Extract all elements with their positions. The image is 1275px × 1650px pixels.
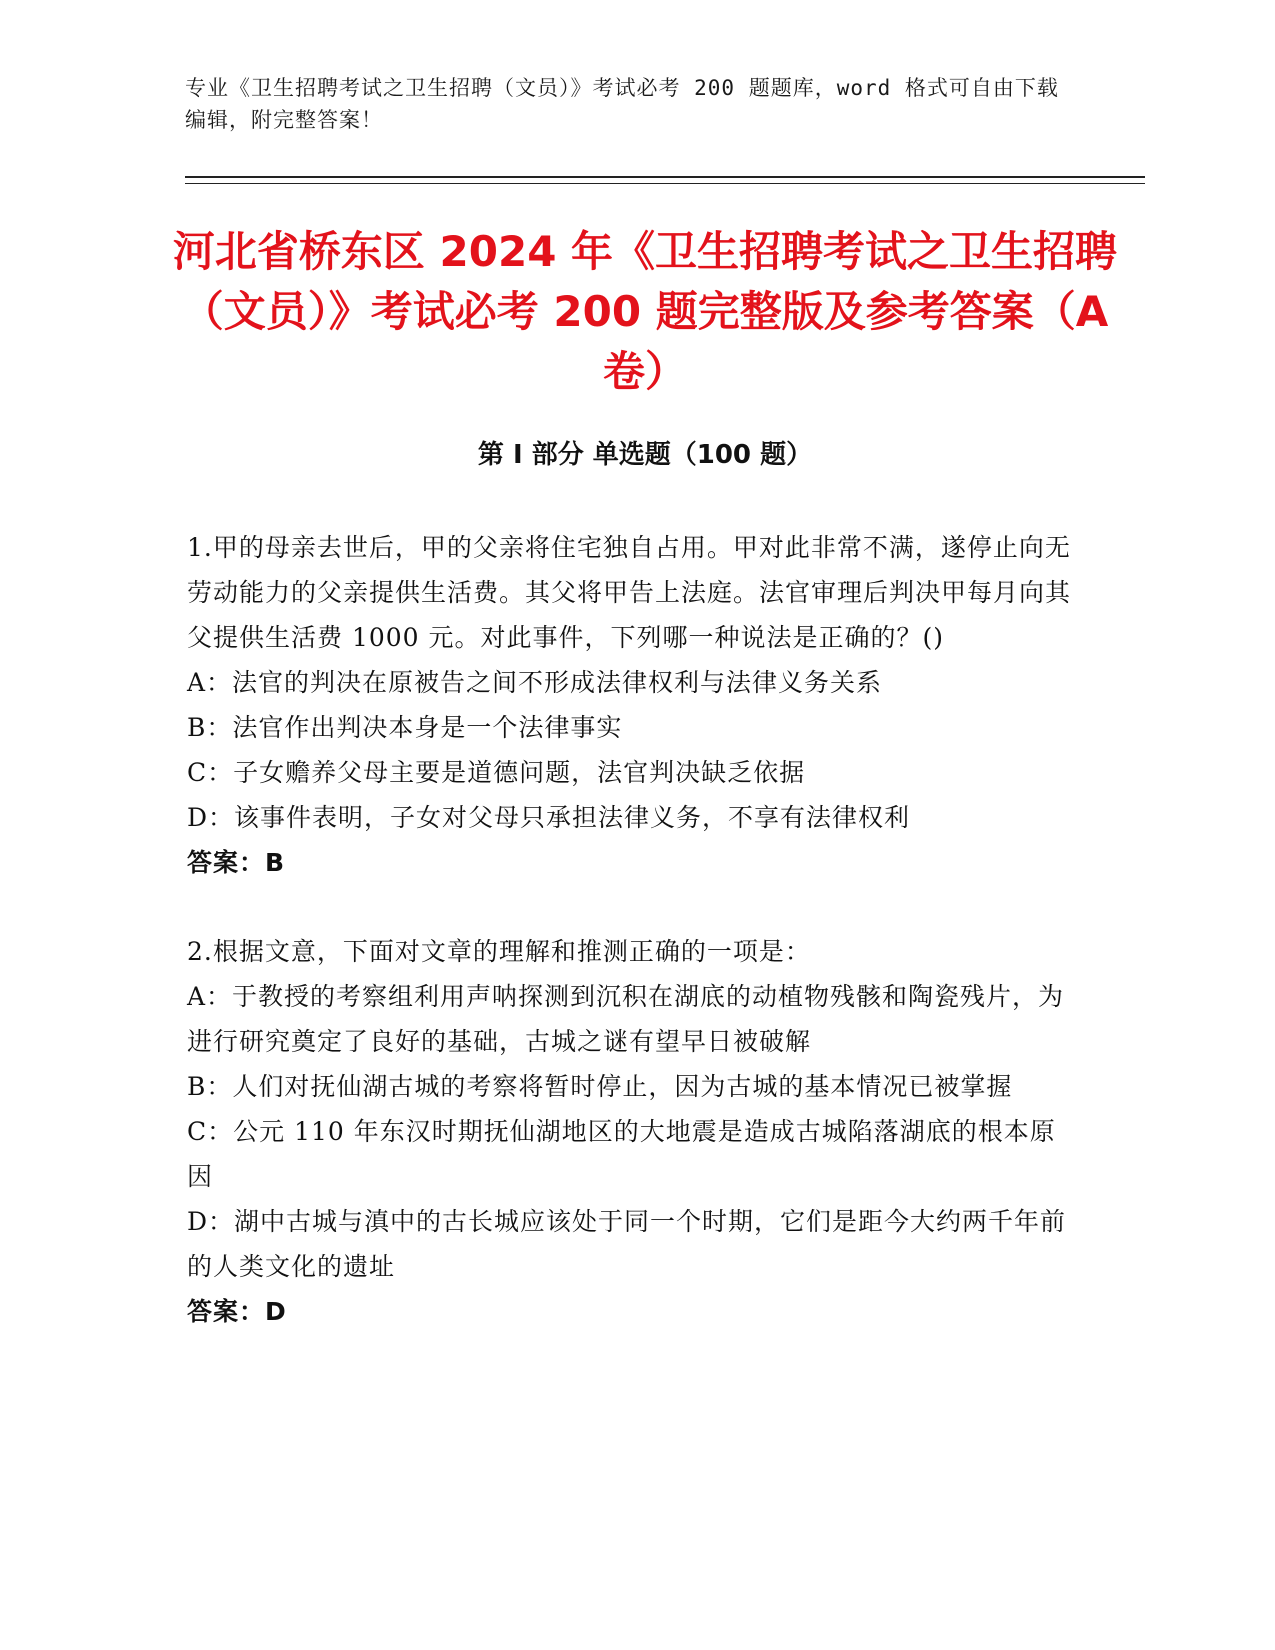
option-d: D：湖中古城与滇中的古长城应该处于同一个时期，它们是距今大约两千年前的人类文化的遗址: [187, 1207, 1067, 1281]
question-text: 2.根据文意，下面对文章的理解和推测正确的一项是：: [187, 937, 811, 966]
answer: 答案：D: [187, 1297, 287, 1326]
header-divider-thin: [185, 183, 1145, 184]
option-c: C：子女赡养父母主要是道德问题，法官判决缺乏依据: [187, 758, 806, 787]
option-a: A：于教授的考察组利用声呐探测到沉积在湖底的动植物残骸和陶瓷残片，为进行研究奠定了良好的基础，古城之谜有望早日被破解: [187, 982, 1065, 1056]
answer: 答案：B: [187, 848, 286, 877]
option-c: C：公元 110 年东汉时期抚仙湖地区的大地震是造成古城陷落湖底的根本原因: [187, 1117, 1056, 1191]
header-note: 专业《卫生招聘考试之卫生招聘（文员）》考试必考 200 题题库，word 格式可自由下载编辑，附完整答案！: [185, 76, 1059, 132]
question-1: [187, 525, 1077, 885]
option-d: D：该事件表明，子女对父母只承担法律义务，不享有法律权利: [187, 803, 911, 832]
document-title: 河北省桥东区 2024 年《卫生招聘考试之卫生招聘（文员）》考试必考 200 题完整版及参考答案（A 卷）: [172, 227, 1118, 396]
question-2: [187, 929, 1077, 1334]
header-divider-thick: [185, 176, 1145, 178]
section-title: 第 I 部分 单选题（100 题）: [477, 440, 813, 470]
question-text: 1.甲的母亲去世后，甲的父亲将住宅独自占用。甲对此非常不满，遂停止向无劳动能力的父亲提供生活费。其父将甲告上法庭。法官审理后判决甲每月向其父提供生活费 1000 元。对此事件，下列哪一种说法是正确的？(): [187, 533, 1072, 652]
question-list: [187, 525, 1077, 1334]
option-a: A：法官的判决在原被告之间不形成法律权利与法律义务关系: [187, 668, 883, 697]
option-b: B：法官作出判决本身是一个法律事实: [187, 713, 623, 742]
option-b: B：人们对抚仙湖古城的考察将暂时停止，因为古城的基本情况已被掌握: [187, 1072, 1013, 1101]
